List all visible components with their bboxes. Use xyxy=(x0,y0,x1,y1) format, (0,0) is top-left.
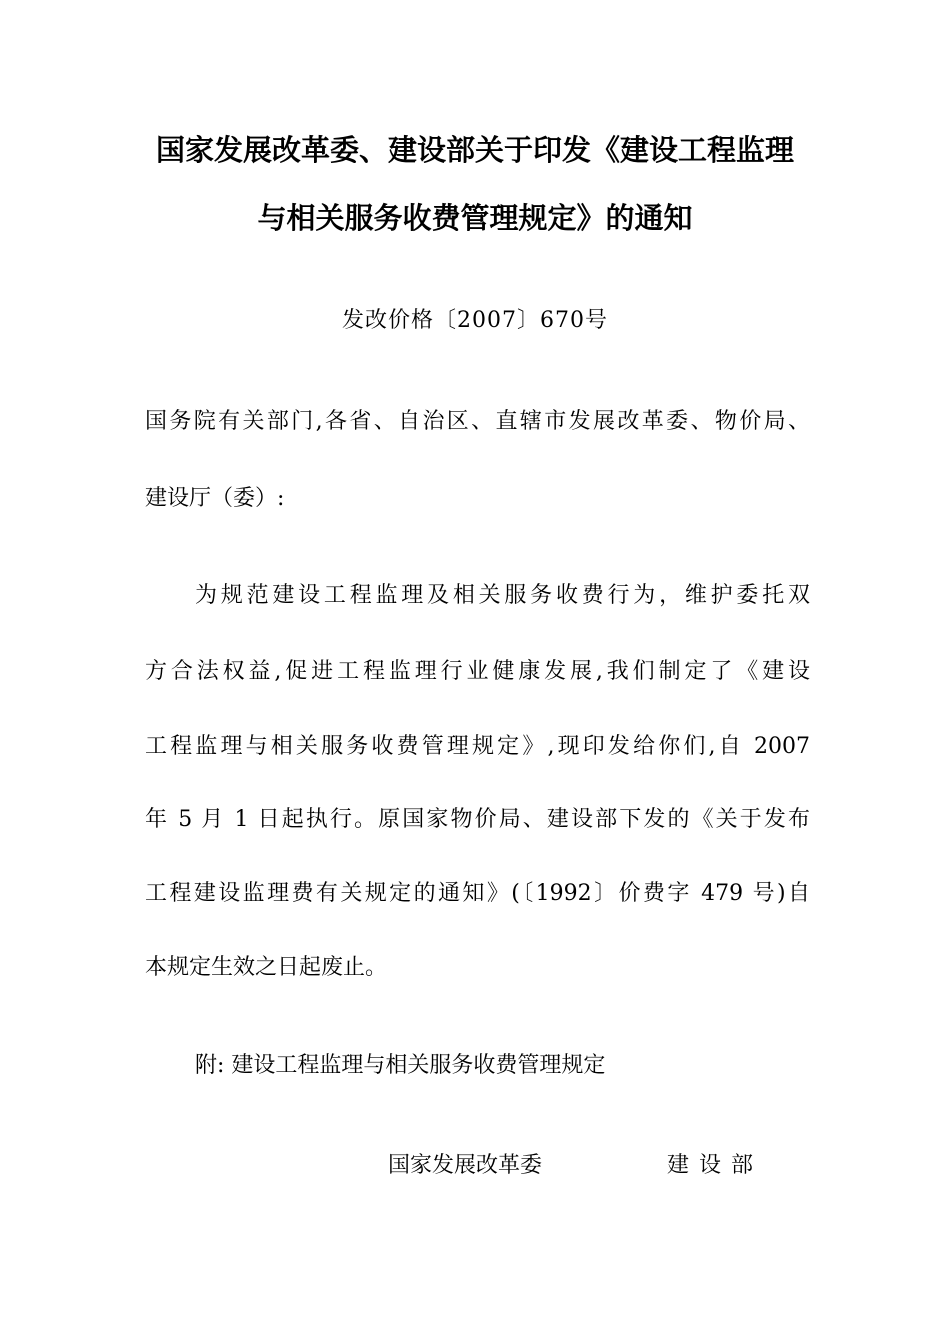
body-line-6: 本规定生效之日起废止。 xyxy=(145,955,388,980)
signer-ndrc: 国家发展改革委 xyxy=(388,1153,543,1178)
attachment-line: 附: 建设工程监理与相关服务收费管理规定 xyxy=(195,1053,606,1078)
body-line-4: 年 5 月 1 日起执行。原国家物价局、建设部下发的《关于发布 xyxy=(145,807,810,832)
body-line-1: 为规范建设工程监理及相关服务收费行为，维护委托双 xyxy=(195,583,810,608)
body-line-2: 方合法权益,促进工程监理行业健康发展,我们制定了《建设 xyxy=(145,659,810,684)
title-line-2: 与相关服务收费管理规定》的通知 xyxy=(257,201,693,235)
document-number: 发改价格〔2007〕670号 xyxy=(342,308,608,333)
body-line-5: 工程建设监理费有关规定的通知》(〔1992〕价费字 479 号)自 xyxy=(145,881,810,906)
addressee-line-2: 建设厅（委）: xyxy=(145,486,285,511)
title-line-1: 国家发展改革委、建设部关于印发《建设工程监理 xyxy=(155,133,794,167)
signer-ministry-of-construction: 建设部 xyxy=(667,1153,764,1178)
body-line-3: 工程监理与相关服务收费管理规定》,现印发给你们,自 2007 xyxy=(145,734,810,759)
addressee-line-1: 国务院有关部门,各省、自治区、直辖市发展改革委、物价局、 xyxy=(145,409,810,434)
